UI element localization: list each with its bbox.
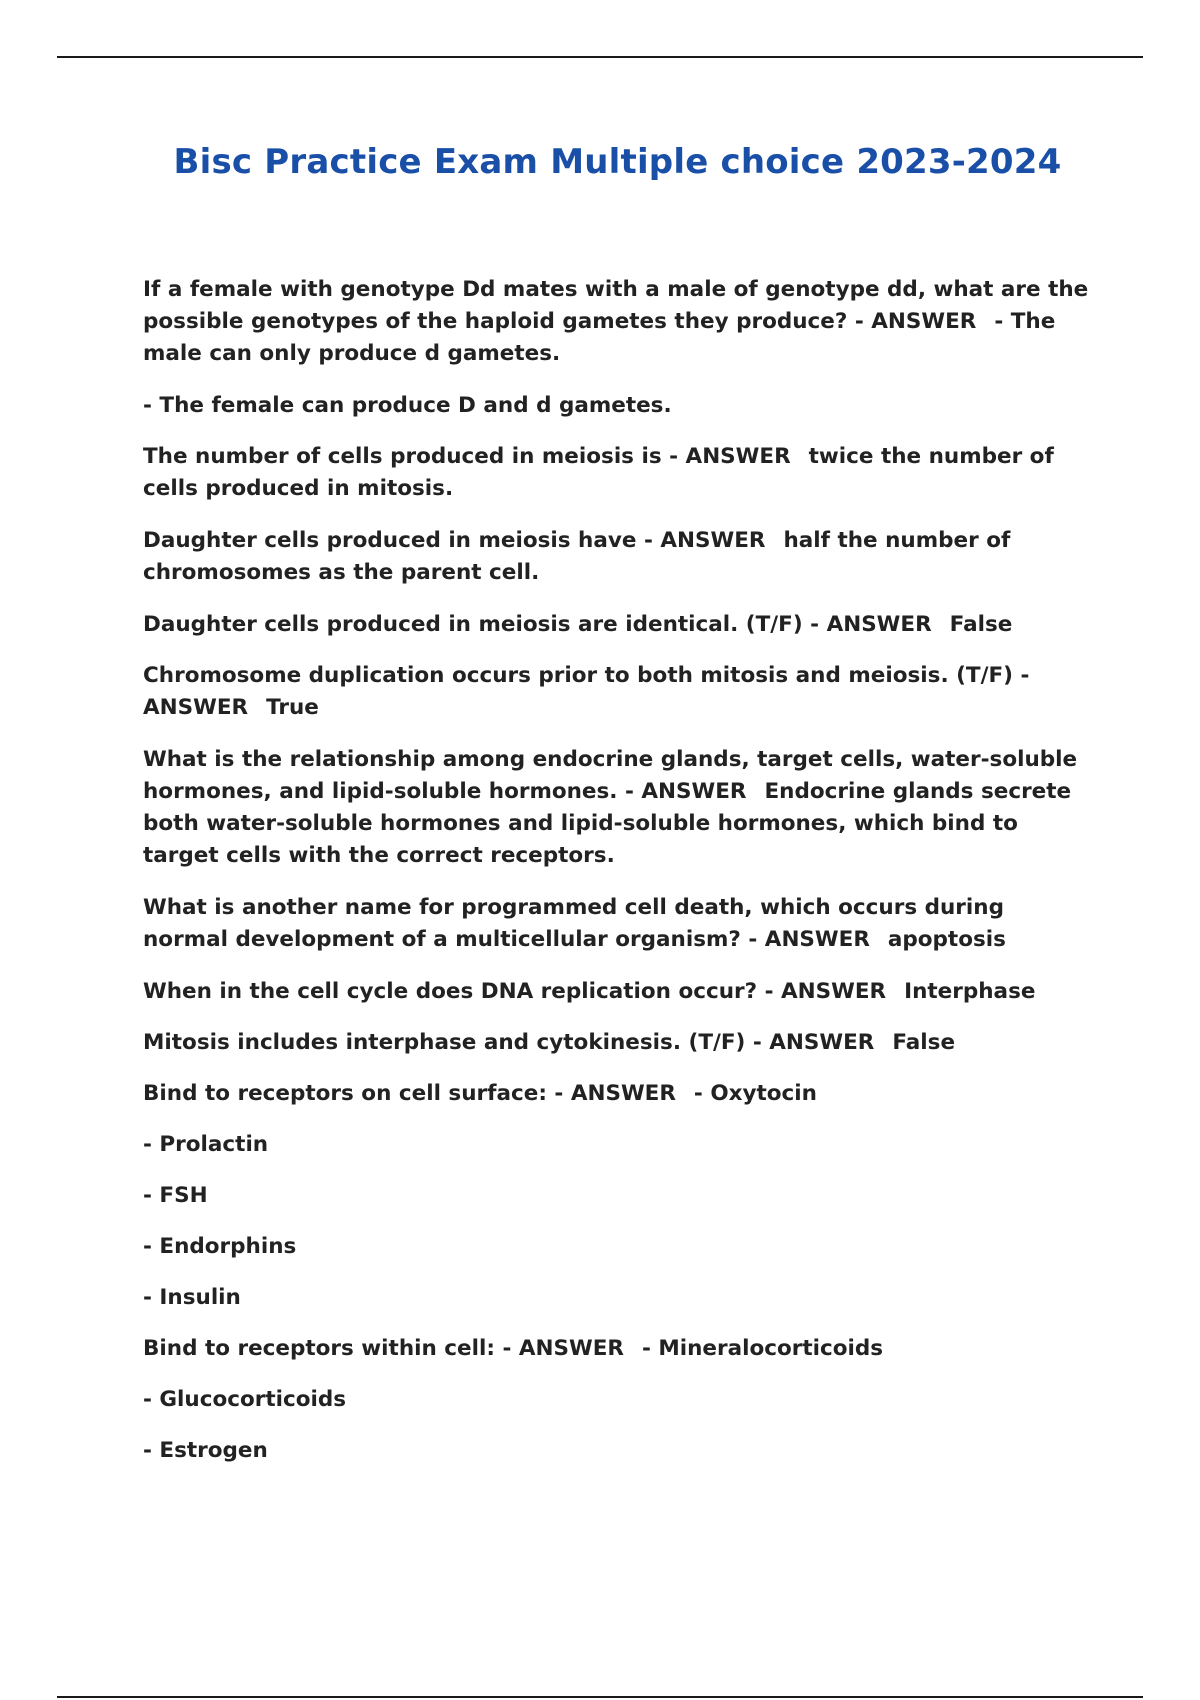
list-item [143, 1180, 1093, 1212]
qa-item [143, 525, 1093, 589]
qa-item [143, 1078, 1093, 1110]
qa-item [143, 1333, 1093, 1365]
question-text: Bind to receptors within cell: [143, 1336, 495, 1361]
question-text: What is another name for programmed cell death, which occurs during normal development of a multicellular organism? [143, 895, 1004, 952]
answer-text: True [266, 695, 319, 720]
answer-text: - Mineralocorticoids [641, 1336, 884, 1361]
answer-text: Endocrine glands secrete both water-soluble hormones and lipid-soluble hormones, which bind to target cells with the correct receptors. [143, 779, 1072, 868]
qa-item [143, 892, 1093, 956]
answer-label: - ANSWER [748, 927, 870, 952]
answer-label: - ANSWER [143, 663, 1030, 720]
answer-label: - ANSWER [554, 1081, 676, 1106]
list-item [143, 1231, 1093, 1263]
answer-label: - ANSWER [854, 309, 977, 334]
answer-text: twice the number of cells produced in mitosis. [143, 444, 1054, 501]
question-text: When in the cell cycle does DNA replication occur? [143, 979, 758, 1004]
answer-label: - ANSWER [624, 779, 747, 804]
answer-label: - ANSWER [502, 1336, 624, 1361]
question-text: Bind to receptors on cell surface: [143, 1081, 547, 1106]
question-text: If a female with genotype Dd mates with a male of genotype dd, what are the possible genotypes of the haploid gametes they produce? [143, 277, 1089, 334]
question-text: Daughter cells produced in meiosis are identical. (T/F) [143, 612, 803, 637]
answer-text: - The male can only produce d gametes. [143, 309, 1056, 366]
qa-item [143, 441, 1093, 505]
list-item-text: - Prolactin [143, 1132, 269, 1157]
list-item [143, 1384, 1093, 1416]
list-item-text: - Glucocorticoids [143, 1387, 347, 1412]
answer-text: apoptosis [887, 927, 1006, 952]
document-title: Bisc Practice Exam Multiple choice 2023-2024 [173, 142, 1062, 182]
question-text: Chromosome duplication occurs prior to both mitosis and meiosis. (T/F) [143, 663, 1013, 688]
answer-text: - Oxytocin [693, 1081, 817, 1106]
list-item-text: - FSH [143, 1183, 208, 1208]
qa-item [143, 609, 1093, 641]
list-item-text: - Endorphins [143, 1234, 297, 1259]
question-text: Daughter cells produced in meiosis have [143, 528, 637, 553]
question-text: What is the relationship among endocrine glands, target cells, water-soluble hormones, and lipid-soluble hormones. [143, 747, 1078, 804]
answer-text: False [892, 1030, 956, 1055]
answer-label: - ANSWER [764, 979, 887, 1004]
qa-list [143, 274, 1093, 1486]
answer-label: - ANSWER [669, 444, 791, 469]
list-item-text: - Estrogen [143, 1438, 268, 1463]
list-item [143, 1435, 1093, 1467]
answer-text: Interphase [904, 979, 1036, 1004]
list-item [143, 1282, 1093, 1314]
qa-item [143, 744, 1093, 872]
question-text: Mitosis includes interphase and cytokinesis. (T/F) [143, 1030, 746, 1055]
qa-item [143, 660, 1093, 724]
list-item [143, 390, 1093, 422]
qa-item [143, 976, 1093, 1008]
top-rule [57, 56, 1143, 58]
answer-label: - ANSWER [643, 528, 766, 553]
list-item-text: - Insulin [143, 1285, 241, 1310]
list-item-text: - The female can produce D and d gametes. [143, 393, 672, 418]
answer-label: - ANSWER [752, 1030, 875, 1055]
list-item [143, 1129, 1093, 1161]
answer-label: - ANSWER [810, 612, 932, 637]
answer-text: half the number of chromosomes as the parent cell. [143, 528, 1011, 585]
qa-item [143, 274, 1093, 370]
answer-text: False [949, 612, 1013, 637]
question-text: The number of cells produced in meiosis is [143, 444, 662, 469]
qa-item [143, 1027, 1093, 1059]
bottom-rule [57, 1696, 1143, 1698]
